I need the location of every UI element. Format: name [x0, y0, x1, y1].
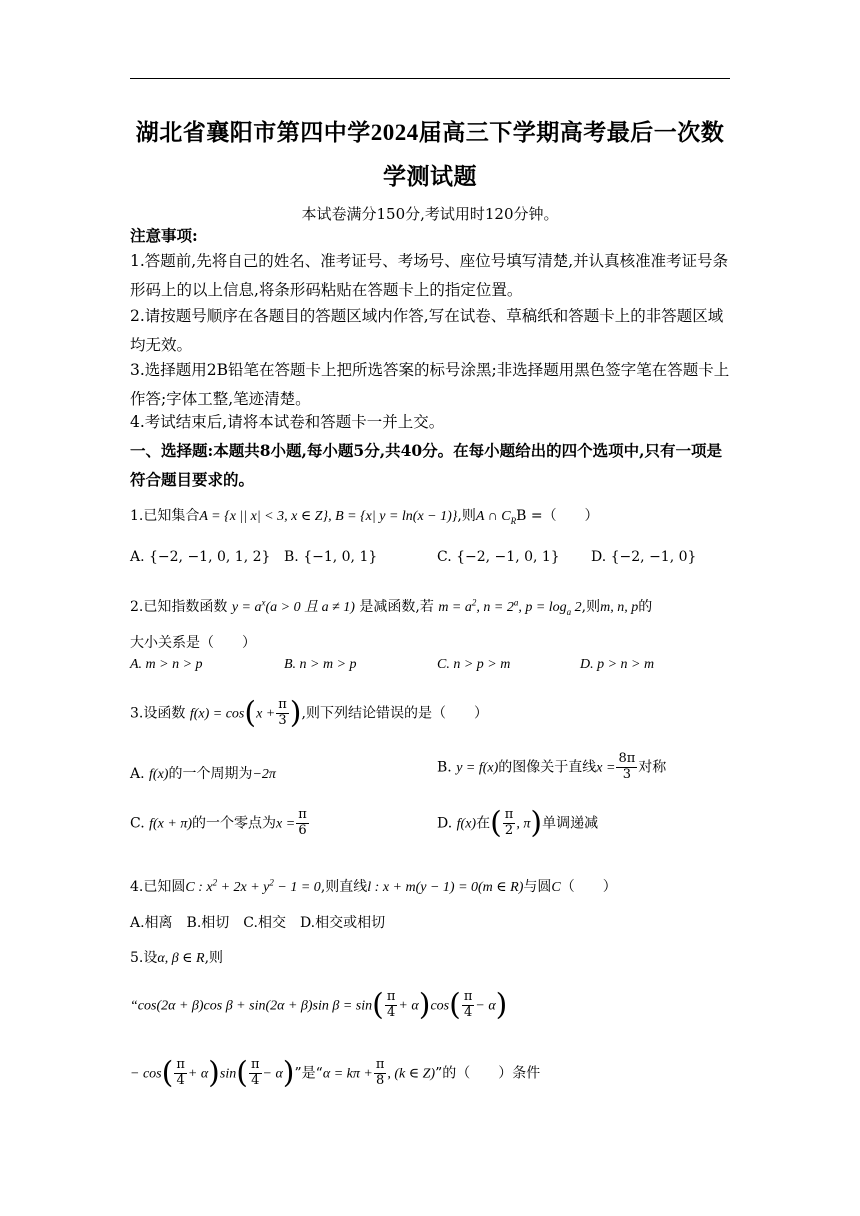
q1-text-c: B =（ ）: [516, 508, 599, 524]
note-item-2: 2.请按题号顺序在各题目的答题区域内作答,写在试卷、草稿纸和答题卡上的非答题区域均无效。: [130, 307, 724, 354]
q3-text-a: 3.设函数: [130, 705, 186, 722]
question-5-equation-line2: − cos( $\frac{\pi}{4}$ + α)sin( $\frac{\pi}{4}$ − α)”是“α = kπ + $\frac{\pi}{8}$ , (k ∈ Z)”的（ ）条件: [130, 1055, 541, 1091]
q2-text-a: 2.已知指数函数: [130, 599, 228, 615]
q2-option-b: B. n > m > p: [284, 657, 357, 672]
header-rule: [130, 78, 730, 79]
q3-option-d: D. f(x)在( $\frac{\pi}{2}$ , π)单调递减: [437, 805, 599, 841]
exam-subtitle: 本试卷满分150分,考试用时120分钟。: [301, 205, 559, 223]
q2-func: $y = a^x(a > 0$ 且 a ≠ 1): [231, 597, 355, 615]
q2-defs: $m = a^2$, $n = 2^a$, $p = \log_a 2$: [438, 597, 582, 617]
q2-text-c: ,则: [581, 599, 601, 615]
note-item-3: 3.选择题用2B铅笔在答题卡上把所选答案的标号涂黑;非选择题用黑色签字笔在答题卡上作答;字体工整,笔迹清楚。: [130, 361, 730, 408]
question-3-stem: 3.设函数 f(x) = cos(x + $\frac{\pi}{3}$ ),则下列结论错误的是（ ）: [130, 695, 488, 731]
q2-text-b: 是减函数,若: [359, 599, 434, 615]
question-1-stem: [130, 505, 599, 526]
note-item-1: 1.答题前,先将自己的姓名、准考证号、考场号、座位号填写清楚,并认真核准准考证号条形码上的以上信息,将条形码粘贴在答题卡上的指定位置。: [130, 252, 729, 299]
question-5-stem: 5.设α, β ∈ R,则: [130, 950, 224, 966]
q3-option-a: A. f(x)的一个周期为−2π: [130, 766, 276, 782]
q2-text-d: 的: [638, 599, 653, 615]
q1-option-b: B. {−1, 0, 1}: [284, 549, 378, 565]
notes-heading: 注意事项:: [130, 226, 198, 245]
exam-title-line2: 学测试题: [383, 164, 477, 189]
question-2-line2: 大小关系是（ ）: [130, 635, 256, 651]
q2-option-a: A. m > n > p: [130, 657, 203, 672]
q2-vars: m, n, p: [600, 600, 639, 615]
question-5-equation-line1: “cos(2α + β)cos β + sin(2α + β)sin β = sin( $\frac{\pi}{4}$ + α)cos( $\frac{\pi}{4}$ − α): [130, 987, 508, 1023]
q1-expr: A ∩ C: [475, 509, 511, 524]
q3-option-c: C. f(x + π)的一个零点为x = $\frac{\pi}{6}$: [130, 807, 307, 838]
q3-option-b: B. y = f(x)的图像关于直线x = $\frac{8\pi}{3}$ 对称: [437, 751, 667, 782]
q1-sub: R: [510, 515, 517, 526]
q2-option-d: D. p > n > m: [580, 657, 655, 672]
q1-sets: A = {x || x| < 3, x ∈ Z}, B = {x| y = ln(x − 1)}: [199, 509, 458, 524]
q1-text-b: ,则: [457, 508, 476, 524]
q3-text-b: ,则下列结论错误的是（ ）: [301, 705, 488, 722]
q1-text-a: 1.已知集合: [130, 508, 200, 524]
q3-func: f(x) = cos: [189, 706, 245, 722]
question-4-options: A.相离 B.相切 C.相交 D.相交或相切: [130, 915, 386, 931]
note-item-4: 4.考试结束后,请将本试卷和答题卡一并上交。: [130, 413, 445, 431]
question-4-stem: 4.已知圆C : $x^2 + 2x + y^2 - 1 = 0$,则直线l : x + m(y − 1) = 0(m ∈ R)与圆C（ ）: [130, 877, 617, 895]
q2-option-c: C. n > p > m: [437, 657, 511, 672]
exam-title-line1: 湖北省襄阳市第四中学2024届高三下学期高考最后一次数: [135, 120, 725, 145]
question-2-stem: [130, 596, 652, 617]
q1-option-c: C. {−2, −1, 0, 1}: [437, 549, 560, 565]
section-heading-choice: 一、选择题:本题共8小题,每小题5分,共40分。在每小题给出的四个选项中,只有一项是符合题目要求的。: [130, 441, 723, 489]
q1-option-d: D. {−2, −1, 0}: [591, 549, 697, 565]
q1-option-a: A. {−2, −1, 0, 1, 2}: [130, 549, 271, 565]
